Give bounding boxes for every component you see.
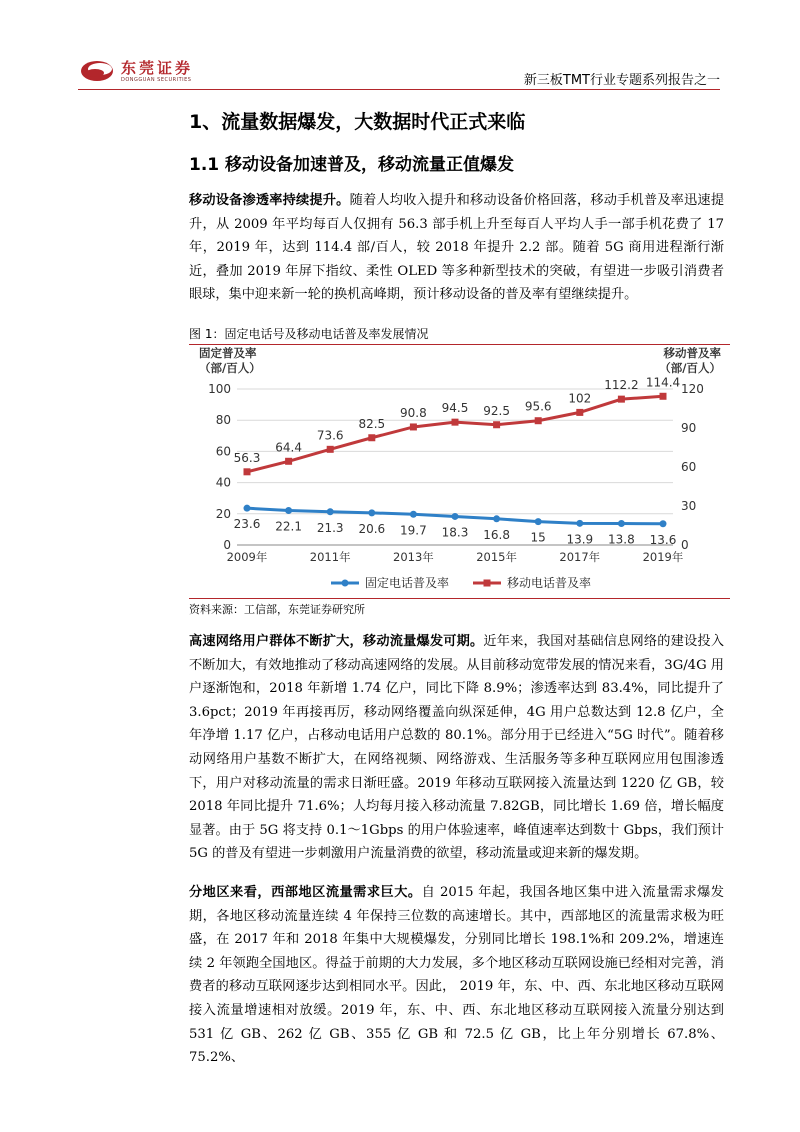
data-point: [535, 417, 542, 424]
brand-logo: [78, 54, 238, 90]
data-point: [368, 509, 375, 516]
data-point: [285, 458, 292, 465]
logo-emblem-icon: [78, 56, 118, 86]
x-tick-label: 2017年: [559, 550, 601, 564]
left-tick-label: 20: [215, 506, 231, 521]
paragraph-body: 随着人均收入提升和移动设备价格回落，移动手机普及率迅速提升，从 2009 年平均每百人仅拥有 56.3 部手机上升至每百人平均人手一部手机花费了 17 年，2019 年，达到 114.4 部/百人，较 2018 年提升 2.2 部。随着 5G 商用进程渐行渐近，叠加 2019 年屏下指纹、柔性 OLED 等多种新型技术的突破，有望进一步吸引消费者眼球，集中迎来新一轮的换机高峰期，预计移动设备的普及率有望继续提升。: [189, 193, 725, 303]
data-label: 15: [530, 530, 546, 545]
data-point: [285, 507, 292, 514]
paragraph-lead: 移动设备渗透率持续提升。: [189, 193, 350, 208]
figure-source: 资料来源：工信部，东莞证券研究所: [189, 603, 365, 616]
data-label: 21.3: [316, 520, 344, 535]
header-divider: [78, 89, 720, 90]
data-point: [660, 393, 667, 400]
logo-subtitle: DONGGUAN SECURITIES: [121, 77, 192, 83]
data-label: 92.5: [483, 403, 510, 418]
data-label: 56.3: [233, 450, 261, 465]
paragraph-lead: 高速网络用户群体不断扩大，移动流量爆发可期。: [189, 634, 484, 649]
data-label: 22.1: [275, 519, 302, 534]
paragraph-network-users: [189, 630, 724, 866]
x-tick-label: 2013年: [393, 550, 434, 564]
legend-marker: [484, 580, 491, 587]
data-label: 90.8: [400, 405, 427, 420]
data-label: 19.7: [400, 523, 427, 538]
legend-marker: [342, 580, 349, 587]
paragraph-lead: 分地区来看，西部地区流量需求巨大。: [189, 885, 422, 900]
data-label: 64.4: [275, 440, 302, 455]
x-tick-label: 2009年: [226, 550, 268, 564]
x-tick-label: 2011年: [309, 550, 351, 564]
legend-label: 固定电话普及率: [365, 576, 450, 590]
x-tick-label: 2015年: [476, 550, 517, 564]
right-tick-label: 120: [681, 382, 704, 396]
data-point: [618, 396, 625, 403]
data-label: 16.8: [483, 527, 510, 542]
right-tick-label: 90: [681, 421, 697, 435]
data-label: 13.6: [649, 532, 677, 547]
paragraph-regional-demand: [189, 881, 724, 1070]
data-point: [410, 511, 417, 518]
right-axis-title: 移动普及率: [663, 346, 721, 360]
data-point: [493, 515, 500, 522]
right-axis-title: （部/百人）: [659, 361, 721, 375]
data-point: [576, 520, 583, 527]
data-point: [535, 518, 542, 525]
figure-caption: 图 1：固定电话号及移动电话普及率发展情况: [189, 327, 429, 341]
right-tick-label: 0: [681, 538, 689, 552]
data-label: 20.6: [358, 521, 386, 536]
data-label: 18.3: [441, 525, 469, 540]
data-label: 95.6: [524, 399, 552, 414]
data-label: 102: [568, 391, 592, 406]
data-point: [576, 409, 583, 416]
paragraph-body: 近年来，我国对基础信息网络的建设投入不断加大，有效地推动了移动高速网络的发展。从目前移动宽带发展的情况来看，3G/4G 用户逐渐饱和，2018 年新增 1.74 亿户，同比下降 8.9%；渗透率达到 83.4%，同比提升了 3.6pct；2019 年再接再厉，移动网络覆盖向纵深延伸，4G 用户总数达到 12.8 亿户，全年净增 1.17 亿户，占移动电话用户总数的 80.1%。部分用于已经进入“5G 时代”。随着移动网络用户基数不断扩大，在网络视频、网络游戏、生活服务等多种互联网应用包围渗透下，用户对移动流量的需求日渐旺盛。2019 年移动互联网接入流量达到 1220 亿 GB，较 2018 年同比提升 71.6%；人均每月接入移动流量 7.82GB，同比增长 1.69 倍，增长幅度显著。由于 5G 将支持 0.1～1Gbps 的用户体验速率，峰值速率达到数十 Gbps，我们预计 5G 的普及有望进一步刺激用户流量消费的欲望，移动流量或迎来新的爆发期。: [189, 634, 725, 862]
left-tick-label: 80: [215, 413, 231, 428]
data-point: [452, 419, 459, 426]
left-tick-label: 40: [215, 475, 231, 490]
paragraph-body: 自 2015 年起，我国各地区集中进入流量需求爆发期，各地区移动流量连续 4 年保持三位数的高速增长。其中，西部地区的流量需求极为旺盛，在 2017 年和 2018 年集中大规模爆发，分别同比增长 198.1%和 209.2%，增速连续 2 年领跑全国地区。得益于前期的大力发展，多个地区移动互联网设施已经相对完善，消费者的移动互联网逐步达到相同水平。因此， 2019 年，东、中、西、东北地区移动互联网接入流量增速相对放缓。2019 年，东、中、西、东北地区移动互联网接入流量分别达到 531 亿 GB、262 亿 GB、355 亿 GB 和 72.5 亿 GB，比上年分别增长 67.8%、75.2%、: [189, 885, 724, 1066]
data-label: 73.6: [316, 428, 344, 443]
data-label: 13.8: [608, 532, 635, 547]
penetration-line-chart: [191, 345, 729, 597]
left-axis-title: 固定普及率: [199, 346, 257, 360]
left-axis-title: （部/百人）: [199, 361, 261, 375]
data-label: 114.4: [645, 375, 681, 390]
data-point: [327, 508, 334, 515]
data-point: [244, 505, 251, 512]
right-tick-label: 30: [681, 499, 697, 513]
right-tick-label: 60: [681, 460, 697, 474]
left-tick-label: 60: [215, 444, 231, 459]
data-label: 13.9: [566, 532, 594, 547]
data-point: [618, 520, 625, 527]
figure-bottom-rule: [189, 598, 730, 599]
data-point: [660, 520, 667, 527]
report-series-title: 新三板TMT行业专题系列报告之一: [523, 73, 720, 88]
data-point: [452, 513, 459, 520]
data-label: 94.5: [441, 401, 469, 416]
paragraph-device-penetration: [189, 189, 724, 307]
data-point: [410, 423, 417, 430]
data-label: 112.2: [604, 378, 639, 393]
data-point: [368, 434, 375, 441]
subsection-title: 1.1 移动设备加速普及，移动流量正值爆发: [189, 155, 515, 175]
left-tick-label: 0: [223, 538, 231, 552]
data-label: 82.5: [358, 416, 386, 431]
section-title: 1、流量数据爆发，大数据时代正式来临: [189, 111, 526, 133]
data-point: [327, 446, 334, 453]
x-tick-label: 2019年: [642, 550, 684, 564]
legend-label: 移动电话普及率: [507, 576, 592, 590]
data-point: [244, 468, 251, 475]
data-point: [493, 421, 500, 428]
logo-name: 东莞证券: [121, 59, 194, 77]
data-label: 23.6: [233, 517, 261, 532]
left-tick-label: 100: [208, 382, 231, 396]
